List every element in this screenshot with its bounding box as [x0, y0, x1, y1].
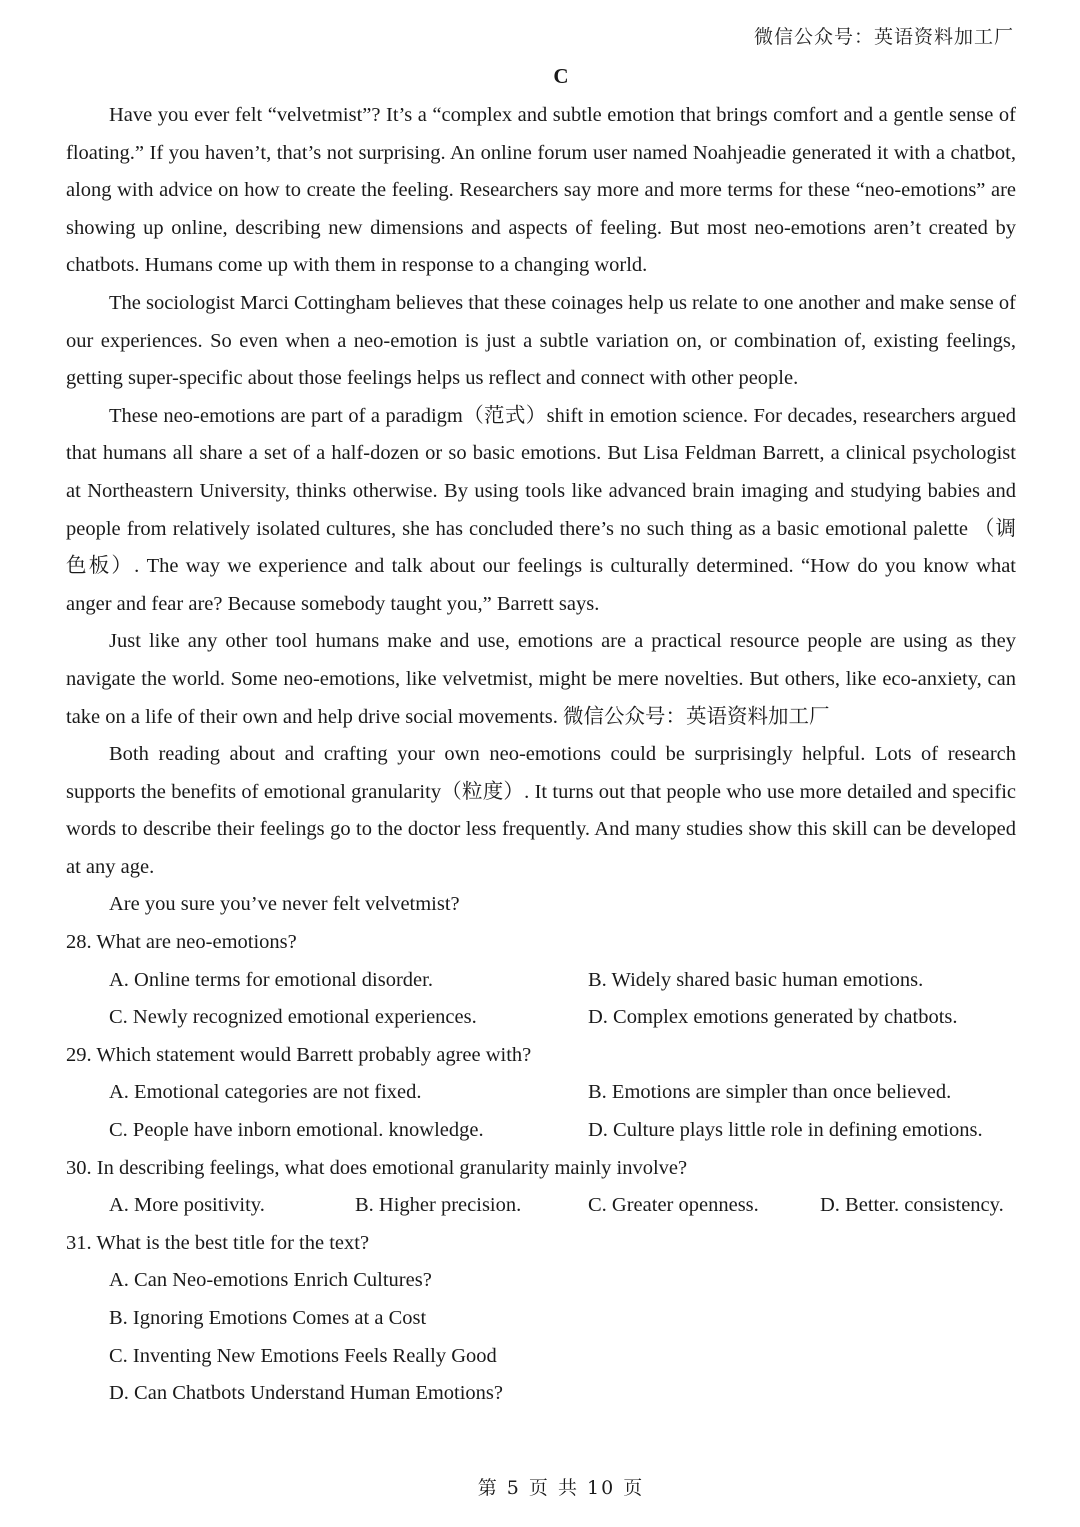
options-list	[66, 1262, 1016, 1412]
question-stem: 29. Which statement would Barrett probably agree with?	[66, 1043, 532, 1066]
watermark-text: 微信公众号：英语资料加工厂	[753, 26, 1014, 48]
options-grid	[66, 962, 1016, 1037]
option-a: A. More positivity.	[109, 1194, 265, 1217]
option-d: D. Better. consistency.	[820, 1194, 1004, 1217]
question-stem: 31. What is the best title for the text?	[66, 1231, 370, 1254]
option-d: D. Can Chatbots Understand Human Emotions?	[109, 1382, 504, 1405]
option-c: C. People have inborn emotional. knowledge.	[109, 1119, 484, 1142]
option-a: A. Can Neo-emotions Enrich Cultures?	[109, 1269, 432, 1292]
option-c: C. Inventing New Emotions Feels Really Good	[109, 1344, 497, 1367]
options-grid	[66, 1074, 1016, 1149]
question-28	[66, 924, 1016, 1037]
option-c: C. Greater openness.	[588, 1194, 759, 1217]
option-a: A. Emotional categories are not fixed.	[109, 1081, 422, 1104]
question-stem: 30. In describing feelings, what does emotional granularity mainly involve?	[66, 1156, 688, 1179]
option-b: B. Widely shared basic human emotions.	[588, 968, 924, 991]
paragraph-5: Both reading about and crafting your own neo-emotions could be surprisingly helpful. Lots of research supports the benefits of emotional granularity（粒度）. It turns out that people who use more detailed and specific words to describe their feelings go to the doctor less frequently. And many studies show this skill can be developed at any age.	[66, 743, 1016, 878]
section-heading: C	[553, 64, 569, 88]
question-30	[66, 1150, 1016, 1225]
option-c: C. Newly recognized emotional experiences.	[109, 1006, 477, 1029]
paragraph-2: The sociologist Marci Cottingham believes that these coinages help us relate to one another and make sense of our experiences. So even when a neo-emotion is just a subtle variation on, or combination of, existing feelings, getting super-specific about those feelings helps us reflect and connect with other people.	[66, 291, 1016, 390]
reading-passage	[66, 97, 1016, 1413]
option-d: D. Complex emotions generated by chatbots.	[588, 1006, 958, 1029]
option-d: D. Culture plays little role in defining emotions.	[588, 1119, 983, 1142]
paragraph-4: Just like any other tool humans make and use, emotions are a practical resource people are using as they navigate the world. Some neo-emotions, like velvetmist, might be mere novelties. But others, like eco-anxiety, can take on a life of their own and help drive social movements. 微信公众号：英语资料加工厂	[66, 630, 1016, 728]
options-row	[66, 1187, 1016, 1225]
paragraph-6: Are you sure you’ve never felt velvetmist?	[109, 893, 460, 916]
question-31	[66, 1225, 1016, 1413]
question-stem: 28. What are neo-emotions?	[66, 931, 297, 954]
paragraph-3: These neo-emotions are part of a paradigm（范式）shift in emotion science. For decades, researchers argued that humans all share a set of a half-dozen or so basic emotions. But Lisa Feldman Barrett, a clinical psychologist at Northeastern University, thinks otherwise. By using tools like advanced brain imaging and studying babies and people from relatively isolated cultures, she has concluded there’s no such thing as a basic emotional palette （调色板）. The way we experience and talk about our feelings is culturally determined. “How do you know what anger and fear are? Because somebody taught you,” Barrett says.	[66, 404, 1016, 615]
option-b: B. Higher precision.	[355, 1194, 522, 1217]
option-b: B. Ignoring Emotions Comes at a Cost	[109, 1307, 427, 1329]
page-number: 第 5 页 共 10 页	[477, 1477, 645, 1499]
option-a: A. Online terms for emotional disorder.	[109, 968, 433, 991]
option-b: B. Emotions are simpler than once believed.	[588, 1081, 952, 1104]
question-29	[66, 1037, 1016, 1150]
paragraph-1: Have you ever felt “velvetmist”? It’s a “complex and subtle emotion that brings comfort and a gentle sense of floating.” If you haven’t, that’s not surprising. An online forum user named Noahjeadie generated it with a chatbot, along with advice on how to create the feeling. Researchers say more and more terms for these “neo-emotions” are showing up online, describing new dimensions and aspects of feeling. But most neo-emotions aren’t created by chatbots. Humans come up with them in response to a changing world.	[66, 104, 1016, 277]
